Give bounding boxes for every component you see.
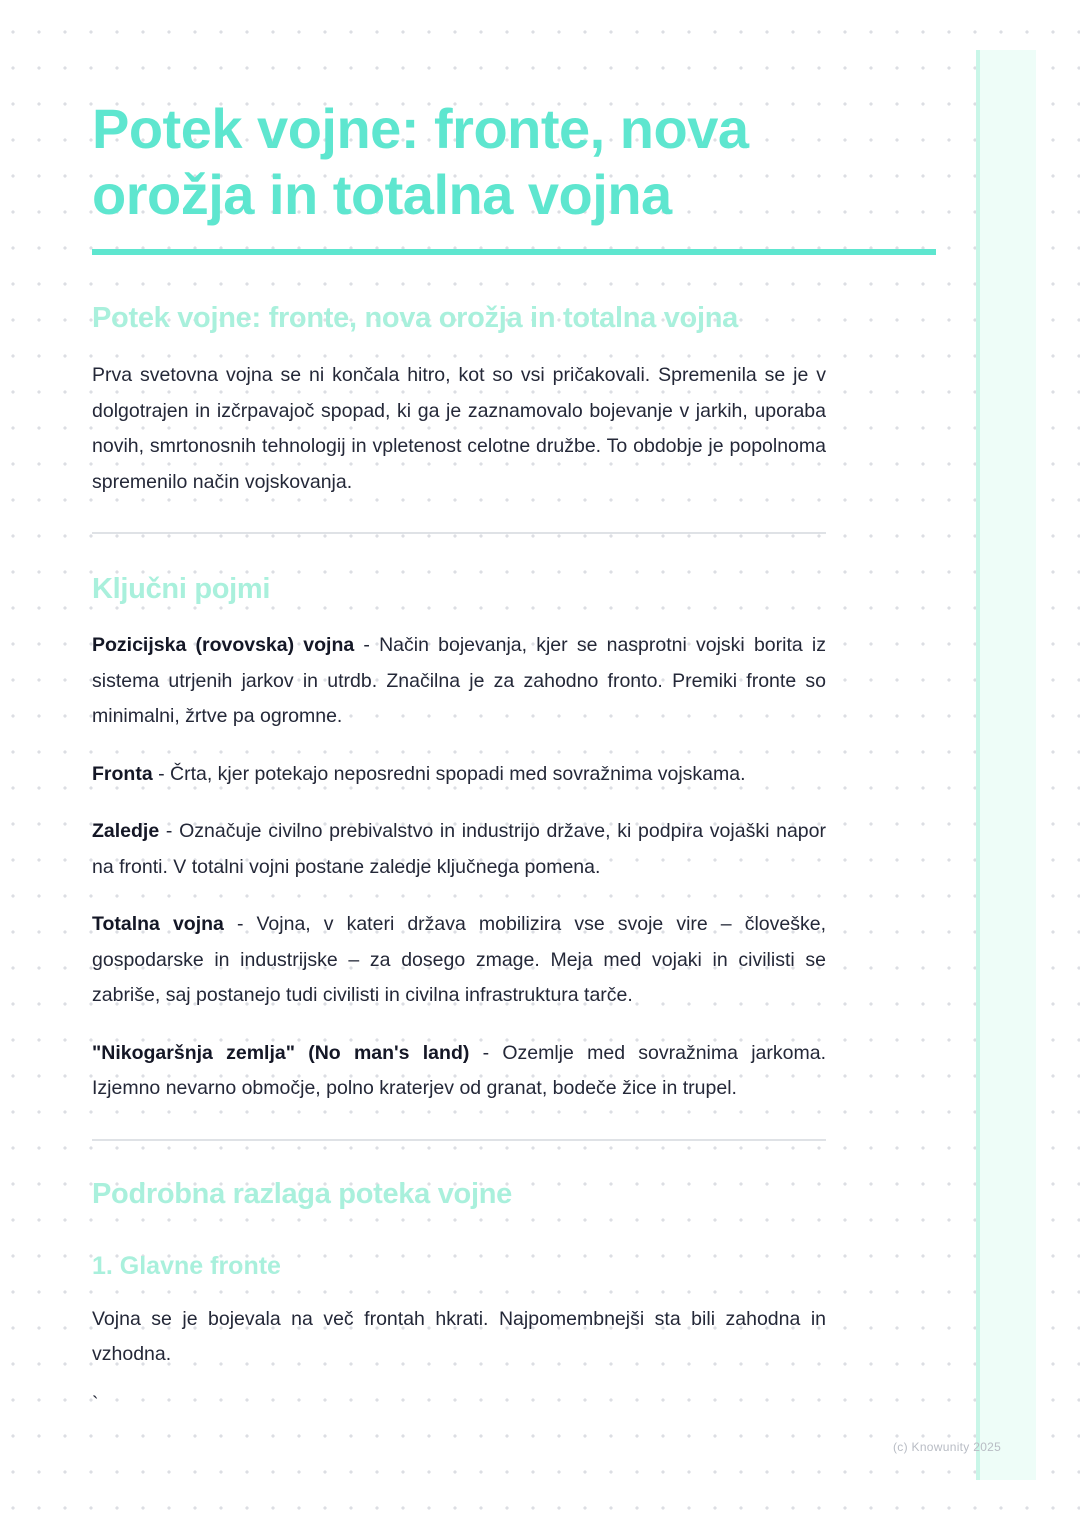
term-item	[92, 1036, 826, 1107]
term-label: Pozicijska (rovovska) vojna	[92, 634, 355, 656]
term-label: Fronta	[92, 762, 153, 785]
term-label: Totalna vojna	[92, 913, 224, 935]
intro-paragraph: Prva svetovna vojna se ni končala hitro, kot so vsi pričakovali. Spremenila se je v dolgotrajen in izčrpavajoč spopad, ki ga je zaznamovalo bojevanje v jarkih, uporaba novih, smrtonosnih tehnologij in vpletenost celotne družbe. To obdobje je popolnoma spremenilo način vojskovanja.	[92, 364, 826, 493]
section-divider	[92, 1139, 826, 1141]
term-definition: - Vojna, v kateri država mobilizira vse svoje vire – človeške, gospodarske in industrijske – za dosego zmage. Meja med vojaki in civilisti se zabriše, saj postanejo tudi civilisti in civilna infrastruktura tarče.	[92, 913, 826, 1006]
term-definition: - Način bojevanja, kjer se nasprotni vojski borita iz sistema utrjenih jarkov in utrdb. Značilna je za zahodno fronto. Premiki fronte so minimalni, žrtve pa ogromne.	[92, 634, 826, 727]
term-definition: - Črta, kjer potekajo neposredni spopadi med sovražnima vojskama.	[152, 762, 746, 785]
document-content	[92, 298, 826, 1422]
intro-heading: Potek vojne: fronte, nova orožja in totalna vojna	[92, 302, 738, 334]
title-underline	[92, 249, 936, 255]
term-label: "Nikogaršnja zemlja" (No man's land)	[92, 1041, 470, 1064]
detailed-heading: Podrobna razlaga poteka vojne	[92, 1177, 512, 1210]
stray-mark: `	[92, 1392, 99, 1415]
term-definition: - Označuje civilno prebivalstvo in industrijo države, ki podpira vojaški napor na fronti. V totalni vojni postane zaledje ključnega pomena.	[92, 820, 826, 878]
fronts-subheading: 1. Glavne fronte	[92, 1251, 281, 1280]
term-item	[92, 628, 826, 735]
term-item	[92, 757, 826, 793]
page-title: Potek vojne: fronte, nova orožja in totalna vojna	[92, 97, 749, 226]
key-terms-heading: Ključni pojmi	[92, 573, 271, 605]
fronts-paragraph: Vojna se je bojevala na več frontah hkrati. Najpomembnejši sta bili zahodna in vzhodna.	[92, 1307, 826, 1365]
side-margin-strip	[976, 50, 1036, 1480]
section-divider	[92, 532, 826, 534]
term-item	[92, 814, 826, 885]
term-label: Zaledje	[92, 820, 160, 842]
term-item	[92, 907, 826, 1014]
term-definition: - Ozemlje med sovražnima jarkoma. Izjemno nevarno območje, polno kraterjev od granat, bodeče žice in trupel.	[92, 1041, 826, 1099]
copyright-footer: (c) Knowunity 2025	[893, 1440, 1002, 1454]
